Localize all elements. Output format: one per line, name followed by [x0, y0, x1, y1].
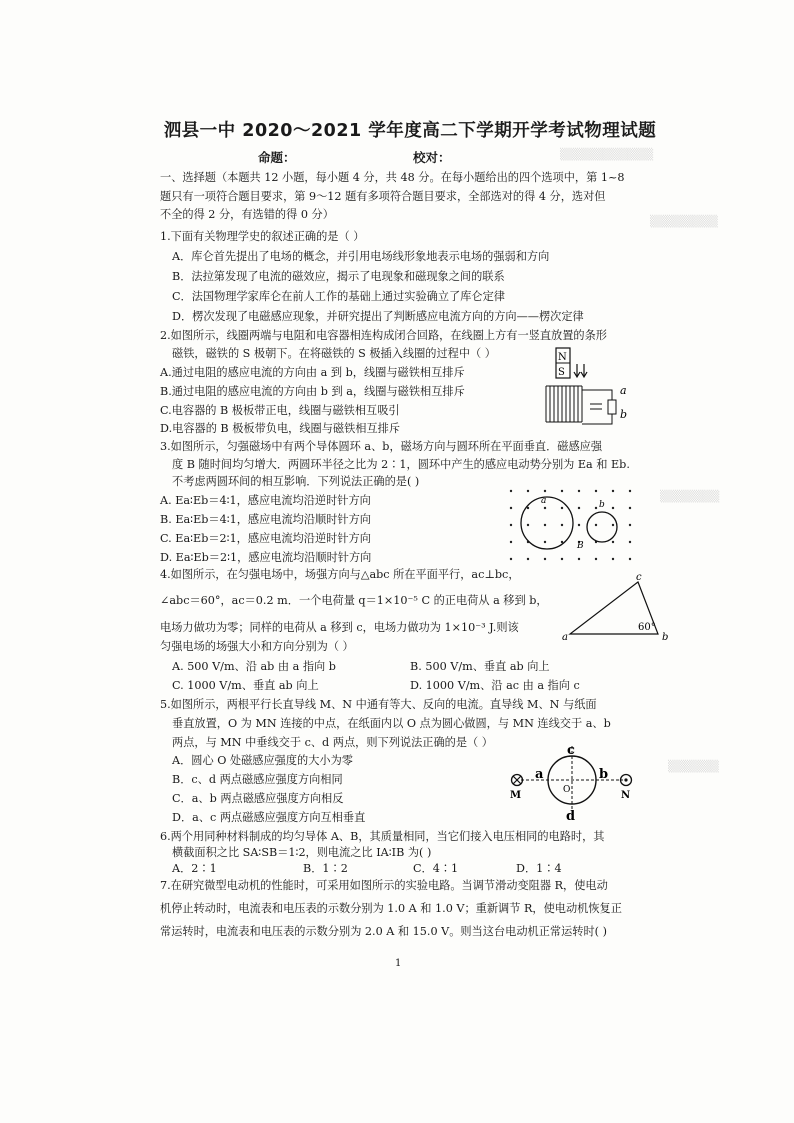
ring-b	[587, 512, 617, 542]
page-number: 1	[395, 958, 402, 969]
q4-option-c: C. 1000 V/m、垂直 ab 向上	[172, 679, 319, 692]
field-dot	[578, 490, 580, 492]
q5-option-d: D．a、c 两点磁感应强度方向互相垂直	[172, 811, 366, 824]
q6-option-d: D．1∶4	[516, 862, 562, 875]
field-dot	[544, 541, 546, 543]
field-dot	[544, 558, 546, 560]
q6-option-c: C．4∶1	[413, 862, 459, 875]
point-d-label: d	[566, 809, 576, 822]
field-dot	[561, 558, 563, 560]
vertex-b-label: b	[662, 632, 669, 643]
q6-stem: 横截面积之比 SA∶SB＝1∶2，则电流之比 IA∶IB 为( )	[172, 846, 432, 859]
q7-stem: 7.在研究微型电动机的性能时，可采用如图所示的实验电路。当调节滑动变阻器 R，使电动	[160, 879, 608, 892]
field-dot	[629, 541, 631, 543]
bleed-through-text: ▒▒▒▒▒▒▒▒	[650, 215, 718, 228]
field-dot	[578, 507, 580, 509]
q4-stem: 4.如图所示，在匀强电场中，场强方向与△abc 所在平面平行，ac⊥bc，	[160, 568, 520, 581]
vertex-a-label: a	[562, 632, 568, 643]
q3-rings-figure	[505, 485, 635, 565]
q1-option-c: C．法国物理学家库仑在前人工作的基础上通过实验确立了库仑定律	[172, 290, 505, 303]
q3-stem: 不考虑两圆环间的相互影响．下列说法正确的是( )	[172, 475, 420, 488]
field-dot	[561, 524, 563, 526]
wire-m-label: M	[510, 790, 522, 801]
q1-option-d: D．楞次发现了电磁感应现象，并研究提出了判断感应电流方向的方向——楞次定律	[172, 310, 584, 323]
q3-option-c: C. Ea∶Eb＝2∶1，感应电流均沿逆时针方向	[160, 532, 371, 545]
section-heading: 一、选择题（本题共 12 小题，每小题 4 分，共 48 分。在每小题给出的四个选项中，第 1~8	[160, 171, 625, 184]
q4-option-a: A. 500 V/m、沿 ab 由 a 指向 b	[172, 660, 336, 673]
q6-option-a: A．2∶1	[172, 862, 217, 875]
ring-a-label: a	[541, 496, 547, 506]
ring-b-label: b	[599, 500, 605, 510]
q1-option-a: A．库仑首先提出了电场的概念，并引用电场线形象地表示电场的强弱和方向	[172, 250, 550, 263]
q5-stem: 垂直放置，O 为 MN 连接的中点，在纸面内以 O 点为圆心做圆，与 MN 连线交于 a、b	[172, 717, 611, 730]
q4-stem: 电场力做功为零；同样的电荷从 a 移到 c，电场力做功为 1×10⁻³ J.则该	[160, 621, 519, 634]
q3-stem: 度 B 随时间均匀增大．两圆环半径之比为 2∶1，圆环中产生的感应电动势分别为 Ea 和 Eb.	[172, 458, 630, 471]
ring-a	[521, 497, 573, 549]
field-b-label: B	[577, 541, 584, 551]
q5-option-c: C．a、b 两点磁感应强度方向相反	[172, 792, 344, 805]
field-dot	[561, 507, 563, 509]
field-dot	[527, 490, 529, 492]
q1-option-b: B．法拉第发现了电流的磁效应，揭示了电现象和磁现象之间的联系	[172, 270, 505, 283]
field-dot	[544, 490, 546, 492]
q2-option-b: B.通过电阻的感应电流的方向由 b 到 a，线圈与磁铁相互排斥	[160, 385, 465, 398]
bleed-through-text: ▒▒▒▒▒▒▒	[660, 490, 720, 503]
field-dot	[612, 558, 614, 560]
angle-label: 60°	[638, 622, 656, 633]
q2-option-a: A.通过电阻的感应电流的方向由 a 到 b，线圈与磁铁相互排斥	[160, 366, 465, 379]
exam-title: 泗县一中 2020～2021 学年度高二下学期开学考试物理试题	[163, 121, 657, 141]
q5-stem: 5.如图所示，两根平行长直导线 M、N 中通有等大、反向的电流。直导线 M、N 与纸面	[160, 698, 597, 711]
field-dot	[595, 524, 597, 526]
point-c-label: c	[567, 743, 575, 758]
field-dot	[510, 558, 512, 560]
point-a-label: a	[535, 767, 544, 782]
q4-option-d: D. 1000 V/m、沿 ac 由 a 指向 c	[410, 679, 580, 692]
q3-option-d: D. Ea∶Eb＝2∶1，感应电流均沿顺时针方向	[160, 551, 372, 564]
q3-option-b: B. Ea∶Eb＝4∶1，感应电流均沿顺时针方向	[160, 513, 371, 526]
field-dot	[561, 490, 563, 492]
field-dot	[527, 558, 529, 560]
q2-point-a-label: a	[620, 384, 627, 397]
q2-stem: 2.如图所示，线圈两端与电阻和电容器相连构成闭合回路，在线圈上方有一竖直放置的条形	[160, 329, 607, 342]
bleed-through-text: ▒▒▒▒▒▒▒▒▒▒▒	[560, 148, 654, 161]
field-dot	[544, 524, 546, 526]
field-dot	[595, 507, 597, 509]
q4-stem: 匀强电场的场强大小和方向分别为（ ）	[160, 640, 354, 653]
q7-stem: 机停止转动时，电流表和电压表的示数分别为 1.0 A 和 1.0 V；重新调节 R，使电动机恢复正	[160, 902, 622, 915]
section-instructions: 题只有一项符合题目要求，第 9～12 题有多项符合题目要求，全部选对的得 4 分，选对但	[160, 190, 606, 203]
q7-stem: 常运转时，电流表和电压表的示数分别为 2.0 A 和 15.0 V。则当这台电动机正常运转时( )	[160, 925, 607, 938]
q1-stem: 1.下面有关物理学史的叙述正确的是（ ）	[160, 230, 365, 243]
point-b-label: b	[599, 767, 609, 782]
q5-wires-figure	[505, 742, 640, 822]
field-dot	[629, 490, 631, 492]
bleed-through-text: ▒▒▒▒▒▒	[668, 760, 719, 773]
q4-option-b: B. 500 V/m、垂直 ab 向上	[410, 660, 550, 673]
field-dot	[578, 558, 580, 560]
field-dot	[595, 558, 597, 560]
q5-stem: 两点，与 MN 中垂线交于 c、d 两点，则下列说法正确的是（ ）	[172, 736, 493, 749]
q3-option-a: A. Ea∶Eb＝4∶1，感应电流均沿逆时针方向	[160, 494, 371, 507]
checker-label: 校对：	[413, 150, 451, 165]
field-dot	[612, 541, 614, 543]
q2-option-d: D.电容器的 B 极板带负电，线圈与磁铁相互排斥	[160, 422, 401, 435]
q4-stem: ∠abc＝60°，ac＝0.2 m．一个电荷量 q＝1×10⁻⁵ C 的正电荷从 a 移到 b，	[160, 594, 548, 607]
setter-label: 命题：	[258, 150, 296, 165]
q5-option-b: B．c、d 两点磁感应强度方向相同	[172, 773, 343, 786]
field-dot	[629, 507, 631, 509]
field-dot	[612, 490, 614, 492]
field-dot	[578, 524, 580, 526]
field-dot	[612, 524, 614, 526]
q3-stem: 3.如图所示，匀强磁场中有两个导体圆环 a、b，磁场方向与圆环所在平面垂直．磁感应强	[160, 440, 603, 453]
section-instructions: 不全的得 2 分，有选错的得 0 分）	[160, 208, 334, 221]
wire-n-label: N	[621, 790, 631, 801]
q6-stem: 6.两个用同种材料制成的均匀导体 A、B，其质量相同，当它们接入电压相同的电路时，其	[160, 830, 605, 843]
q2-stem: 磁铁，磁铁的 S 极朝下。在将磁铁的 S 极插入线圈的过程中（ ）	[172, 347, 496, 360]
magnet-n-label: N	[558, 352, 567, 363]
vertex-c-label: c	[636, 574, 642, 583]
center-o-label: O	[563, 785, 571, 795]
field-dot	[527, 524, 529, 526]
magnetic-field-dots	[510, 490, 631, 560]
field-dot	[544, 507, 546, 509]
field-dot	[510, 507, 512, 509]
field-dot	[510, 524, 512, 526]
q2-option-c: C.电容器的 B 极板带正电，线圈与磁铁相互吸引	[160, 404, 400, 417]
field-dot	[629, 524, 631, 526]
field-dot	[595, 490, 597, 492]
q6-option-b: B．1∶2	[303, 862, 348, 875]
q5-option-a: A．圆心 O 处磁感应强度的大小为零	[172, 754, 353, 767]
field-dot	[510, 541, 512, 543]
field-dot	[510, 490, 512, 492]
magnet-s-label: S	[558, 367, 565, 378]
q4-triangle-figure	[560, 574, 675, 644]
q2-point-b-label: b	[620, 408, 628, 421]
field-dot	[629, 558, 631, 560]
field-dot	[612, 507, 614, 509]
q2-coil-magnet-figure	[540, 346, 640, 431]
